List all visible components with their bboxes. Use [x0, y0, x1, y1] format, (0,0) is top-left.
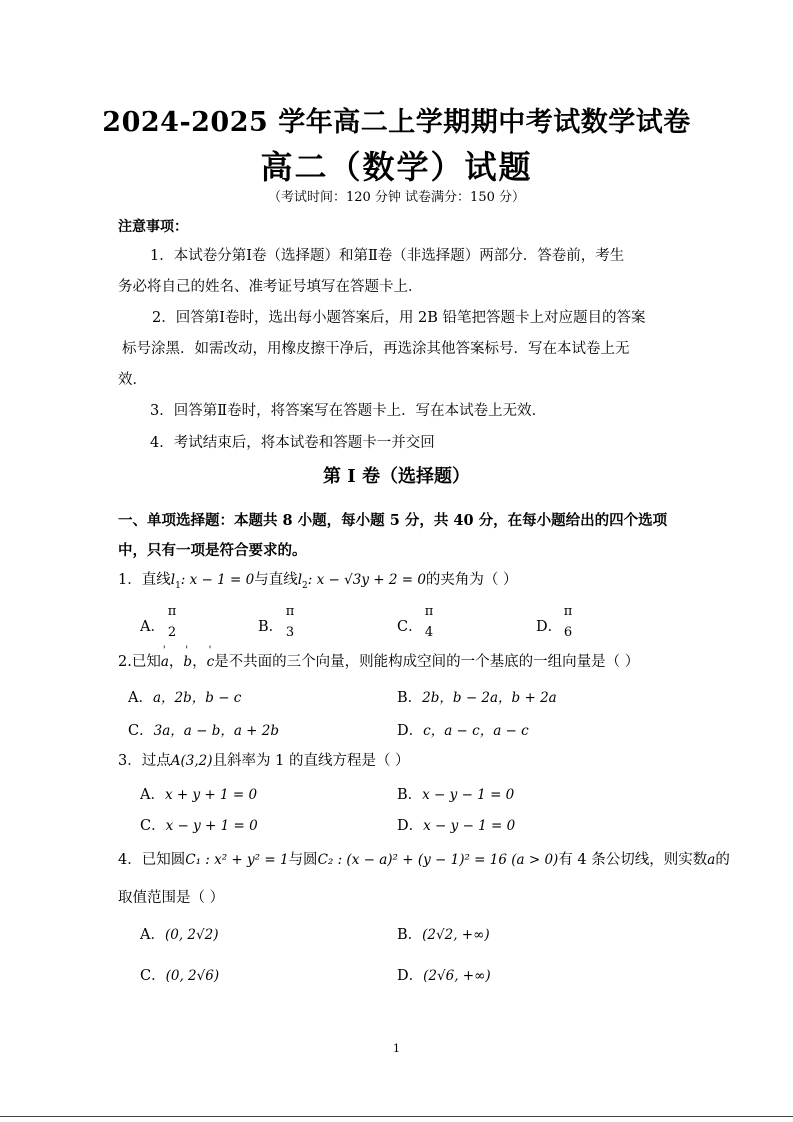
- q2-option-a-text: a，2b，b − c: [152, 690, 242, 706]
- main-title: 2024-2025 学年高二上学期期中考试数学试卷: [102, 107, 691, 138]
- note-2-line-2: 标号涂黑．如需改动，用橡皮擦干净后，再选涂其他答案标号．写在本试卷上无: [122, 341, 630, 357]
- q4-option-c-text: (0, 2√6): [165, 968, 220, 984]
- q2-option-c-text: 3a，a − b，a + 2b: [153, 723, 280, 739]
- q2-option-c-label: C．: [128, 723, 154, 739]
- q2-option-c: [128, 719, 279, 740]
- q2-option-d: [397, 719, 529, 740]
- question-2: [118, 652, 639, 672]
- q2-sep-1: ，: [168, 654, 184, 670]
- q3-option-c: [140, 814, 258, 835]
- q2-prefix: 2.已知: [118, 654, 161, 670]
- q1-l1: l: [170, 572, 176, 588]
- q1-option-b-denominator: 3: [285, 625, 295, 640]
- q2-suffix: 是不共面的三个向量，则能构成空间的一个基底的一组向量是（ ）: [214, 654, 640, 670]
- q4-option-c: [140, 964, 219, 985]
- q4-circle-2: C₂ : (x − a)² + (y − 1)² = 16 (a > 0): [317, 852, 559, 868]
- q3-option-a-text: x + y + 1 = 0: [164, 787, 258, 803]
- q3-option-d-label: D．: [397, 818, 424, 834]
- q1-option-d-denominator: 6: [563, 625, 573, 640]
- exam-info: （考试时间：120 分钟 试卷满分：150 分）: [267, 190, 526, 205]
- section-title: 第 I 卷（选择题）: [323, 466, 470, 487]
- q3-prefix: 3．过点: [118, 753, 171, 769]
- note-2-line-3: 效．: [118, 372, 147, 388]
- q3-point: A(3,2): [170, 753, 213, 769]
- q4-variable: a: [707, 852, 716, 868]
- q4-option-d-label: D．: [397, 968, 424, 984]
- q2-option-b: [397, 686, 557, 707]
- note-1-line-2: 务必将自己的姓名、准考证号填写在答题卡上．: [118, 279, 423, 295]
- question-4: [118, 850, 730, 870]
- q2-option-d-label: D．: [397, 723, 424, 739]
- q4-suffix: 有 4 条公切线，则实数: [558, 852, 708, 868]
- q4-option-b: [397, 923, 490, 944]
- q4-option-d: [397, 964, 491, 985]
- q4-end: 的: [715, 852, 730, 868]
- q4-circle-1: C₁ : x² + y² = 1: [185, 852, 289, 868]
- q4-option-d-text: (2√6, +∞): [423, 968, 491, 984]
- q3-suffix: 且斜率为 1 的直线方程是（ ）: [212, 753, 410, 769]
- q2-option-b-text: 2b，b − 2a，b + 2a: [422, 690, 557, 706]
- q1-l1-equation: : x − 1 = 0: [180, 572, 255, 588]
- q2-option-b-label: B．: [397, 690, 423, 706]
- page-number: 1: [393, 1042, 400, 1055]
- q4-option-b-text: (2√2, +∞): [422, 927, 490, 943]
- bottom-rule: [0, 1116, 793, 1117]
- q1-option-a-numerator: π: [167, 604, 177, 619]
- q3-option-c-text: x − y + 1 = 0: [165, 818, 258, 834]
- question-3: [118, 751, 410, 771]
- q3-option-b: [397, 783, 514, 804]
- q2-option-a-label: A．: [128, 690, 153, 706]
- q4-option-a-text: (0, 2√2): [164, 927, 219, 943]
- note-1-line-1: 1．本试卷分第Ⅰ卷（选择题）和第Ⅱ卷（非选择题）两部分．答卷前，考生: [150, 248, 625, 264]
- q3-option-d: [397, 814, 515, 835]
- q2-vector-c: ' c: [207, 652, 215, 672]
- q4-prefix: 4．已知圆: [118, 852, 186, 868]
- q4-option-a-label: A．: [140, 927, 165, 943]
- q2-vector-a: ' a: [161, 652, 169, 672]
- q1-l2-equation: : x − √3y + 2 = 0: [307, 572, 426, 588]
- note-3: 3．回答第Ⅱ卷时，将答案写在答题卡上．写在本试卷上无效．: [150, 403, 547, 419]
- q3-option-b-label: B．: [397, 787, 423, 803]
- q2-sep-2: ，: [192, 654, 207, 670]
- q1-option-b-numerator: π: [285, 604, 295, 619]
- q1-option-c-denominator: 4: [424, 625, 434, 640]
- part-heading-line-2: 中，只有一项是符合要求的。: [118, 542, 307, 559]
- q4-option-c-label: C．: [140, 968, 166, 984]
- question-1: [118, 570, 518, 596]
- q3-option-d-text: x − y − 1 = 0: [423, 818, 516, 834]
- sub-title: 高二（数学）试题: [260, 148, 533, 186]
- notes-heading: 注意事项：: [118, 219, 188, 235]
- q4-option-a: [140, 923, 218, 944]
- q2-vector-b: ' b: [183, 652, 192, 672]
- q1-prefix: 1．直线: [118, 572, 171, 588]
- q1-option-c-numerator: π: [424, 604, 434, 619]
- q4-option-b-label: B．: [397, 927, 423, 943]
- q1-option-d-label: D．: [536, 619, 563, 635]
- q1-option-c-label: C．: [397, 619, 423, 635]
- note-2-line-1: 2．回答第Ⅰ卷时，选出每小题答案后，用 2B 铅笔把答题卡上对应题目的答案: [152, 310, 646, 326]
- q1-l2-sub: 2: [302, 580, 308, 591]
- q1-mid: 与直线: [254, 572, 298, 588]
- q2-option-d-text: c，a − c，a − c: [423, 723, 529, 739]
- q3-option-a-label: A．: [140, 787, 165, 803]
- q4-mid: 与圆: [288, 852, 318, 868]
- q1-option-a-label: A．: [140, 619, 165, 635]
- note-4: 4．考试结束后，将本试卷和答题卡一并交回: [150, 435, 435, 451]
- q1-option-d-numerator: π: [563, 604, 573, 619]
- q3-option-b-text: x − y − 1 = 0: [422, 787, 515, 803]
- part-heading-line-1: 一、单项选择题：本题共 8 小题，每小题 5 分，共 40 分，在每小题给出的四个选项: [118, 512, 668, 529]
- q3-option-a: [140, 783, 257, 804]
- q1-l2: l: [297, 572, 303, 588]
- q3-option-c-label: C．: [140, 818, 166, 834]
- q1-suffix: 的夹角为（ ）: [425, 572, 518, 588]
- q1-option-a-denominator: 2: [167, 625, 177, 640]
- q2-option-a: [128, 686, 241, 707]
- q4-line-2: 取值范围是（ ）: [118, 890, 225, 906]
- q1-option-b-label: B．: [258, 619, 284, 635]
- q1-l1-sub: 1: [175, 580, 181, 591]
